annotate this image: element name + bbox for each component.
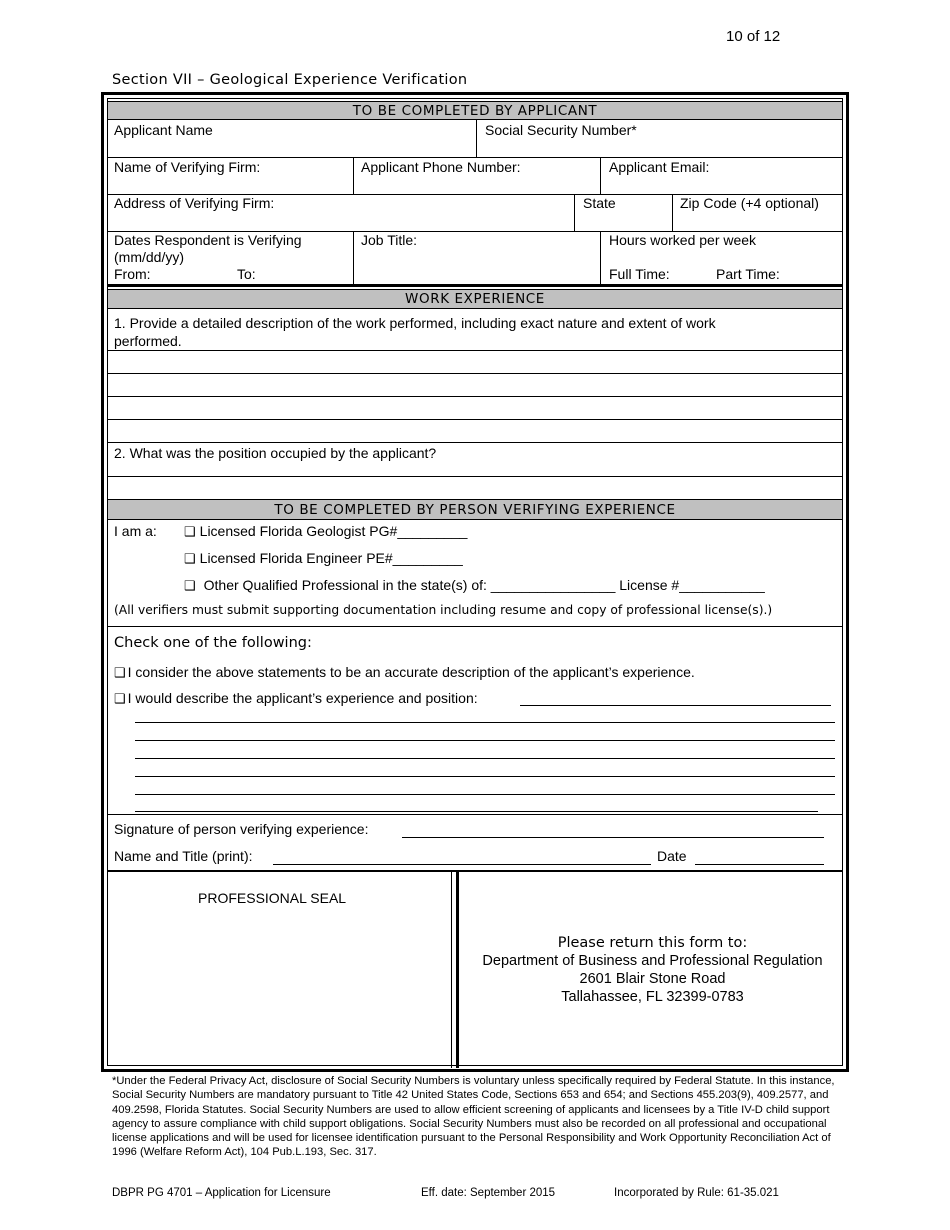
answer-line — [108, 476, 842, 477]
name-title-line[interactable] — [273, 864, 651, 865]
answer-line — [108, 396, 842, 397]
page-number: 10 of 12 — [726, 28, 781, 45]
from-label: From: — [114, 266, 151, 282]
answer-line — [108, 350, 842, 351]
return-line-3: Tallahassee, FL 32399-0783 — [561, 989, 744, 1005]
checkbox-icon[interactable]: ❑ — [114, 691, 126, 706]
applicant-name-label: Applicant Name — [114, 122, 213, 138]
to-label: To: — [237, 266, 256, 282]
verification-form — [101, 92, 849, 1072]
checkbox-icon[interactable]: ❑ — [184, 578, 196, 593]
other-professional-option-label: Other Qualified Professional in the state(s) of: ________________ License #___________ — [203, 577, 765, 593]
answer-line — [108, 373, 842, 374]
effective-date: Eff. date: September 2015 — [421, 1187, 556, 1199]
professional-seal-label: PROFESSIONAL SEAL — [198, 890, 347, 906]
checkbox-icon[interactable]: ❑ — [184, 551, 196, 566]
describe-line[interactable] — [135, 722, 835, 723]
name-title-label: Name and Title (print): — [114, 848, 253, 864]
describe-line[interactable] — [135, 811, 818, 812]
verifier-section-header: TO BE COMPLETED BY PERSON VERIFYING EXPERIENCE — [108, 499, 842, 520]
check-describe-label: I would describe the applicant’s experience and position: — [127, 690, 478, 706]
question-2: 2. What was the position occupied by the applicant? — [114, 445, 437, 461]
describe-line[interactable] — [135, 776, 835, 777]
answer-line — [108, 419, 842, 420]
job-title-label: Job Title: — [361, 232, 418, 248]
work-experience-header: WORK EXPERIENCE — [108, 289, 842, 309]
privacy-footnote: *Under the Federal Privacy Act, disclosure of Social Security Numbers is voluntary unless specifically required by Federal Statute. In this instance, Social Security Numbers are mandatory pursuant to Title 42 United States Code, Sections 653 and 654; and Sections 455.203(9), 409.2577, and 409.2598, Florida Statutes. Social Security Numbers are used to allow efficient screening of applicants and licensees by a Title IV-D child support agency to assure compliance with child support obligations. Social Security Numbers must also be recorded on all professional and occupational license applications and will be used for licensee identification pursuant to the Personal Responsibility and Work Opportunity Reconciliation Act of 1996 (Welfare Reform Act), 104 Pub.L.193, Sec. 317. — [112, 1075, 835, 1159]
checkbox-icon[interactable]: ❑ — [114, 665, 126, 680]
describe-line[interactable] — [135, 740, 835, 741]
return-heading: Please return this form to: — [557, 935, 748, 951]
section-title: Section VII – Geological Experience Verification — [112, 72, 468, 88]
applicant-phone-label: Applicant Phone Number: — [361, 159, 521, 175]
return-line-1: Department of Business and Professional Regulation — [482, 953, 823, 969]
question-1-line1: 1. Provide a detailed description of the work performed, including exact nature and extent of work — [114, 315, 716, 331]
engineer-option[interactable] — [184, 550, 463, 567]
describe-line[interactable] — [135, 758, 835, 759]
i-am-a-label: I am a: — [114, 523, 157, 539]
describe-line[interactable] — [520, 705, 831, 706]
date-label: Date — [657, 848, 687, 864]
part-time-label: Part Time: — [716, 266, 780, 282]
describe-line[interactable] — [135, 794, 835, 795]
geologist-option-label: Licensed Florida Geologist PG#_________ — [199, 523, 468, 539]
rule-reference: Incorporated by Rule: 61-35.021 — [614, 1187, 779, 1199]
form-inner-border — [107, 98, 843, 1066]
verifier-note: (All verifiers must submit supporting documentation including resume and copy of professional license(s).) — [114, 603, 773, 617]
engineer-option-label: Licensed Florida Engineer PE#_________ — [199, 550, 463, 566]
signature-label: Signature of person verifying experience: — [114, 821, 369, 837]
form-id: DBPR PG 4701 – Application for Licensure — [112, 1187, 331, 1199]
firm-address-label: Address of Verifying Firm: — [114, 195, 275, 211]
question-1-line2: performed. — [114, 333, 182, 349]
signature-line[interactable] — [402, 837, 824, 838]
applicant-email-label: Applicant Email: — [609, 159, 710, 175]
check-accurate-label: I consider the above statements to be an accurate description of the applicant’s experience. — [127, 664, 695, 680]
check-accurate-option[interactable] — [114, 664, 695, 681]
other-professional-option[interactable] — [184, 577, 765, 594]
verifying-firm-label: Name of Verifying Firm: — [114, 159, 261, 175]
geologist-option[interactable] — [184, 523, 467, 540]
dates-label-line1: Dates Respondent is Verifying — [114, 232, 302, 248]
ssn-label: Social Security Number* — [485, 122, 637, 138]
applicant-section-header: TO BE COMPLETED BY APPLICANT — [108, 101, 842, 120]
hours-label: Hours worked per week — [609, 232, 757, 248]
answer-line — [108, 442, 842, 443]
checkbox-icon[interactable]: ❑ — [184, 524, 196, 539]
return-line-2: 2601 Blair Stone Road — [579, 971, 726, 987]
full-time-label: Full Time: — [609, 266, 670, 282]
state-label: State — [583, 195, 616, 211]
zip-label: Zip Code (+4 optional) — [680, 195, 819, 211]
date-line[interactable] — [695, 864, 824, 865]
check-describe-option[interactable] — [114, 690, 478, 707]
dates-label-line2: (mm/dd/yy) — [114, 249, 184, 265]
check-one-label: Check one of the following: — [114, 635, 312, 651]
